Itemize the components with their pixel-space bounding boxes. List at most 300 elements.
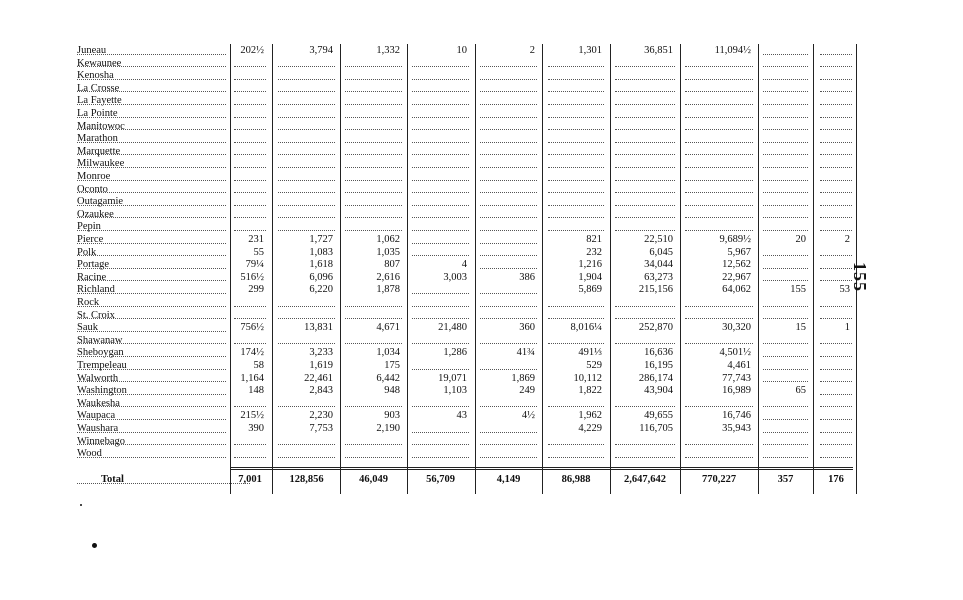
table-cell — [408, 83, 473, 96]
table-cell — [816, 70, 856, 83]
table-cell — [230, 310, 270, 323]
table-cell: 1,619 — [309, 360, 333, 371]
table-cell — [274, 196, 339, 209]
table-cell — [341, 448, 406, 461]
county-label: Waukesha — [77, 397, 120, 409]
table-cell — [341, 184, 406, 197]
table-cell — [408, 335, 473, 348]
table-cell — [681, 133, 757, 146]
table-cell — [816, 335, 856, 348]
table-cell — [230, 95, 270, 108]
table-cell — [274, 133, 339, 146]
table-cell — [274, 158, 339, 171]
table-cell: 1,962 — [578, 410, 602, 422]
table-cell: 155 — [790, 284, 806, 296]
total-cell: 4,149 — [496, 474, 521, 485]
table-cell — [544, 221, 608, 234]
table-cell — [544, 184, 608, 197]
table-cell — [681, 221, 757, 234]
table-cell — [476, 209, 541, 222]
table-cell — [611, 448, 679, 461]
table-cell — [611, 133, 679, 146]
table-cell: 529 — [586, 360, 602, 371]
county-name — [77, 385, 228, 398]
table-row — [0, 196, 963, 209]
total-cell: 46,049 — [359, 474, 388, 485]
table-cell — [341, 158, 406, 171]
table-row — [0, 322, 963, 335]
table-cell — [408, 133, 473, 146]
table-cell — [408, 436, 473, 449]
table-cell — [476, 310, 541, 323]
table-cell — [230, 221, 270, 234]
county-name — [77, 410, 228, 423]
county-label: Wood — [77, 448, 102, 460]
page-number: 155 — [850, 262, 870, 292]
table-cell: 5,869 — [578, 284, 602, 296]
county-label: La Fayette — [77, 95, 122, 107]
ink-speck — [92, 543, 97, 548]
table-cell — [816, 196, 856, 209]
table-cell: 65 — [795, 385, 806, 397]
table-cell: 77,743 — [722, 372, 751, 384]
table-cell — [681, 83, 757, 96]
table-cell — [611, 184, 679, 197]
county-label: Milwaukee — [77, 158, 125, 170]
county-label: Washington — [77, 385, 127, 397]
county-name — [77, 259, 228, 272]
table-cell: 175 — [384, 360, 400, 371]
table-cell: 4,501½ — [719, 347, 751, 359]
table-cell: 821 — [586, 234, 602, 245]
table-cell: 1,062 — [376, 234, 400, 245]
county-label: Juneau — [77, 45, 107, 56]
county-name — [77, 448, 228, 461]
table-cell — [408, 70, 473, 83]
table-cell — [611, 58, 679, 71]
county-name — [77, 83, 228, 96]
table-cell — [476, 221, 541, 234]
table-cell — [544, 58, 608, 71]
county-name — [77, 284, 228, 297]
table-cell — [816, 171, 856, 184]
table-cell — [681, 58, 757, 71]
table-cell — [341, 70, 406, 83]
table-row — [0, 45, 963, 58]
total-cell: 56,709 — [426, 474, 455, 485]
table-cell: 1,618 — [309, 259, 333, 271]
table-cell: 22,461 — [304, 372, 333, 384]
table-cell — [611, 436, 679, 449]
table-cell — [759, 259, 812, 272]
table-cell — [476, 284, 541, 297]
table-cell: 58 — [253, 360, 264, 371]
county-label: Ozaukee — [77, 208, 114, 220]
table-cell — [759, 423, 812, 436]
table-cell: 1,034 — [376, 347, 400, 359]
table-cell — [759, 58, 812, 71]
column-rule — [475, 44, 476, 494]
table-cell: 1,727 — [309, 234, 333, 245]
table-cell — [611, 83, 679, 96]
table-cell — [408, 158, 473, 171]
table-cell — [816, 385, 856, 398]
table-cell: 2,616 — [376, 271, 400, 283]
table-row — [0, 221, 963, 234]
table-row — [0, 70, 963, 83]
table-cell: 756½ — [240, 322, 264, 334]
table-row — [0, 398, 963, 411]
table-cell — [230, 171, 270, 184]
table-cell — [759, 310, 812, 323]
table-cell — [759, 158, 812, 171]
table-cell — [476, 70, 541, 83]
county-label: Shawanaw — [77, 334, 123, 346]
table-cell — [230, 158, 270, 171]
table-cell: 20 — [795, 234, 806, 245]
table-cell: 4,671 — [376, 322, 400, 334]
total-rule — [230, 469, 853, 470]
table-cell: 49,655 — [644, 410, 673, 422]
table-cell — [759, 373, 812, 386]
table-cell — [611, 209, 679, 222]
table-cell: 53 — [839, 284, 850, 296]
table-cell — [341, 209, 406, 222]
table-cell — [476, 297, 541, 310]
table-cell — [544, 121, 608, 134]
county-name — [77, 70, 228, 83]
column-rule — [340, 44, 341, 494]
county-label: La Pointe — [77, 108, 118, 119]
table-cell — [816, 373, 856, 386]
table-cell: 807 — [384, 259, 400, 271]
table-cell — [274, 209, 339, 222]
table-cell — [341, 335, 406, 348]
table-cell: 21,480 — [438, 322, 467, 334]
total-cell: 2,647,642 — [624, 474, 666, 485]
table-cell — [611, 335, 679, 348]
table-cell — [816, 436, 856, 449]
table-cell — [476, 259, 541, 272]
table-row — [0, 423, 963, 436]
table-cell: 35,943 — [722, 423, 751, 434]
table-cell — [681, 335, 757, 348]
table-cell — [611, 70, 679, 83]
table-row — [0, 158, 963, 171]
table-cell — [759, 95, 812, 108]
table-cell — [230, 209, 270, 222]
table-cell — [408, 58, 473, 71]
table-cell — [408, 360, 473, 373]
table-cell: 16,746 — [722, 410, 751, 422]
county-name — [77, 95, 228, 108]
table-cell — [274, 146, 339, 159]
table-cell: 43 — [456, 410, 467, 422]
table-cell: 15 — [795, 322, 806, 334]
table-cell — [816, 410, 856, 423]
table-cell — [681, 310, 757, 323]
ink-speck — [80, 504, 82, 506]
table-row — [0, 448, 963, 461]
table-cell — [759, 133, 812, 146]
table-cell: 13,831 — [304, 322, 333, 334]
table-cell — [544, 335, 608, 348]
table-cell — [476, 448, 541, 461]
table-cell — [759, 247, 812, 260]
county-label: Pepin — [77, 221, 101, 233]
table-cell — [816, 310, 856, 323]
county-label: La Crosse — [77, 82, 120, 94]
table-row — [0, 347, 963, 360]
table-row — [0, 373, 963, 386]
table-cell: 41¾ — [516, 347, 535, 359]
county-label: Rock — [77, 297, 100, 308]
table-cell: 1,216 — [578, 259, 602, 271]
table-cell: 19,071 — [438, 372, 467, 384]
table-cell: 4,461 — [727, 360, 751, 371]
total-label-cell — [77, 474, 252, 487]
table-cell — [274, 108, 339, 121]
total-cell: 176 — [828, 474, 844, 485]
table-cell — [408, 209, 473, 222]
county-label: Portage — [77, 259, 110, 271]
table-row — [0, 146, 963, 159]
county-label: Waupaca — [77, 410, 116, 422]
table-cell — [408, 95, 473, 108]
table-cell: 174½ — [240, 347, 264, 359]
table-cell: 215,156 — [638, 284, 673, 296]
column-rule — [813, 44, 814, 494]
table-cell: 12,562 — [722, 259, 751, 271]
table-row — [0, 171, 963, 184]
county-name — [77, 398, 228, 411]
table-cell — [230, 398, 270, 411]
table-cell: 5,967 — [727, 246, 751, 258]
table-row — [0, 360, 963, 373]
table-cell — [681, 146, 757, 159]
table-cell — [611, 297, 679, 310]
county-label: Walworth — [77, 372, 119, 384]
table-cell: 34,044 — [644, 259, 673, 271]
table-cell — [681, 95, 757, 108]
table-cell — [681, 171, 757, 184]
table-cell — [544, 209, 608, 222]
table-cell — [611, 146, 679, 159]
table-cell — [408, 171, 473, 184]
table-cell — [816, 133, 856, 146]
table-row — [0, 108, 963, 121]
table-cell: 55 — [253, 246, 264, 258]
table-cell — [408, 196, 473, 209]
table-cell — [816, 347, 856, 360]
county-name — [77, 272, 228, 285]
table-cell: 16,195 — [644, 360, 673, 371]
table-cell — [816, 247, 856, 260]
table-cell — [274, 83, 339, 96]
table-cell: 6,442 — [376, 372, 400, 384]
table-cell — [611, 158, 679, 171]
table-cell — [816, 121, 856, 134]
table-cell: 948 — [384, 385, 400, 397]
table-cell — [476, 58, 541, 71]
table-cell: 1,878 — [376, 284, 400, 296]
county-name — [77, 221, 228, 234]
table-cell: 148 — [248, 385, 264, 397]
table-cell: 1,164 — [240, 372, 264, 384]
table-cell — [341, 133, 406, 146]
table-cell — [681, 158, 757, 171]
table-cell — [681, 184, 757, 197]
table-cell — [759, 171, 812, 184]
table-row — [0, 297, 963, 310]
table-cell: 1,035 — [376, 246, 400, 258]
table-cell: 79¼ — [245, 259, 264, 271]
table-cell: 4,229 — [578, 423, 602, 434]
county-label: Richland — [77, 284, 115, 296]
table-cell — [759, 436, 812, 449]
county-name — [77, 322, 228, 335]
table-cell — [230, 335, 270, 348]
table-cell — [408, 423, 473, 436]
table-row — [0, 133, 963, 146]
table-cell — [274, 221, 339, 234]
table-cell — [341, 95, 406, 108]
county-name — [77, 423, 228, 436]
county-name — [77, 209, 228, 222]
table-cell: 202½ — [240, 45, 264, 56]
table-cell — [476, 398, 541, 411]
table-cell — [816, 360, 856, 373]
table-cell — [341, 83, 406, 96]
table-cell — [759, 45, 812, 58]
table-cell — [274, 58, 339, 71]
table-cell — [476, 184, 541, 197]
table-cell: 6,220 — [309, 284, 333, 296]
table-cell: 3,003 — [443, 271, 467, 283]
table-cell: 22,967 — [722, 271, 751, 283]
table-cell — [681, 209, 757, 222]
table-cell: 116,705 — [639, 423, 673, 434]
table-cell — [274, 448, 339, 461]
table-cell — [759, 221, 812, 234]
table-cell: 1,286 — [443, 347, 467, 359]
county-name — [77, 184, 228, 197]
table-cell — [476, 360, 541, 373]
county-label: Winnebago — [77, 435, 125, 447]
table-cell: 516½ — [240, 271, 264, 283]
table-cell — [816, 297, 856, 310]
county-label: Pierce — [77, 234, 104, 245]
table-row — [0, 58, 963, 71]
table-cell — [230, 146, 270, 159]
table-cell: 6,096 — [309, 271, 333, 283]
table-cell — [681, 70, 757, 83]
county-name — [77, 373, 228, 386]
table-row — [0, 83, 963, 96]
table-cell — [544, 158, 608, 171]
table-cell — [759, 360, 812, 373]
table-cell — [816, 95, 856, 108]
table-cell: 390 — [248, 423, 264, 434]
table-cell — [816, 448, 856, 461]
total-row — [0, 474, 963, 487]
column-rule — [680, 44, 681, 494]
table-cell — [544, 95, 608, 108]
table-row — [0, 284, 963, 297]
table-cell — [408, 108, 473, 121]
table-cell — [230, 58, 270, 71]
table-cell: 252,870 — [638, 322, 673, 334]
table-cell — [274, 95, 339, 108]
table-cell — [230, 297, 270, 310]
county-name — [77, 108, 228, 121]
table-cell: 491⅓ — [578, 347, 602, 359]
table-cell — [544, 83, 608, 96]
county-label: Oconto — [77, 183, 108, 195]
table-cell — [759, 297, 812, 310]
table-cell — [759, 70, 812, 83]
table-cell: 3,233 — [309, 347, 333, 359]
table-cell — [759, 272, 812, 285]
table-row — [0, 121, 963, 134]
table-cell: 3,794 — [309, 45, 333, 56]
table-cell: 9,689½ — [719, 234, 751, 245]
table-cell: 16,989 — [722, 385, 751, 397]
table-cell — [341, 196, 406, 209]
table-cell: 386 — [519, 271, 535, 283]
table-cell — [274, 70, 339, 83]
table-cell — [476, 436, 541, 449]
table-cell — [611, 221, 679, 234]
table-cell — [759, 398, 812, 411]
table-cell — [759, 146, 812, 159]
table-cell — [341, 171, 406, 184]
table-cell — [476, 133, 541, 146]
table-cell — [274, 335, 339, 348]
table-cell — [611, 196, 679, 209]
table-cell — [230, 108, 270, 121]
county-label: Marathon — [77, 133, 118, 145]
total-cell: 7,001 — [238, 474, 262, 485]
table-cell — [681, 108, 757, 121]
table-cell: 10 — [456, 45, 467, 56]
table-cell: 903 — [384, 410, 400, 422]
table-cell — [544, 133, 608, 146]
column-rule — [610, 44, 611, 494]
table-cell — [681, 297, 757, 310]
table-cell — [476, 171, 541, 184]
county-label: Outagamie — [77, 196, 124, 208]
county-name — [77, 310, 228, 323]
table-cell: 7,753 — [309, 423, 333, 434]
table-cell: 10,112 — [573, 372, 602, 384]
table-cell — [611, 310, 679, 323]
county-name — [77, 58, 228, 71]
table-cell — [544, 448, 608, 461]
table-cell: 63,273 — [644, 271, 673, 283]
table-cell — [759, 410, 812, 423]
table-row — [0, 209, 963, 222]
table-cell: 36,851 — [644, 45, 673, 56]
table-cell — [681, 121, 757, 134]
table-cell — [476, 121, 541, 134]
table-cell: 1 — [844, 322, 850, 334]
table-row — [0, 272, 963, 285]
table-cell — [816, 58, 856, 71]
table-cell — [476, 335, 541, 348]
table-row — [0, 310, 963, 323]
table-cell — [341, 221, 406, 234]
